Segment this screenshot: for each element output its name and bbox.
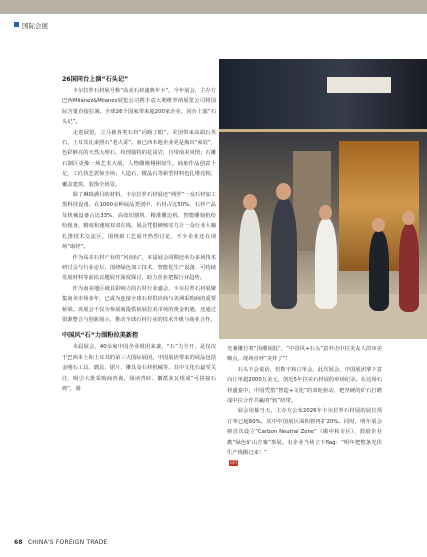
article-heading-2: 中国风“石”力围粉拉美新控 — [62, 332, 139, 340]
section-marker-icon — [14, 22, 19, 27]
article-paragraph: 作为南美地区极具影响力的石材行业盛会，卡尔拉罗石材展聚集南美市场多年，已成为连接全球石材供应商与美洲采购商的重要桥梁。该展会不仅为参展商提供拓展拉美市场的黄金机遇，还通过资源整合与创新展示，推动全球石材行业的技术升级与商业合作。 — [62, 285, 216, 323]
article-paragraph: 除了琳琅满目的材料，卡尔拉罗石材展还“网罗”一众石材加工黑科技设备。在1000余种展品类别中，石材占比50%，石材产品及机械设备占比33%，高效切割机、精准雕边机、智能雕刻机纷纷现身，精度和速度双双在线。展会凭借硬核实力让一众行业大咖扎推技术交流区，围绕新工艺展开热烈讨论，不少企业还在现场“取经”。 — [62, 192, 216, 251]
section-tag: 国际会展 — [22, 22, 48, 30]
page-number: 68 — [14, 539, 23, 546]
article-paragraph: 石头不会说话，但数字和订单会。此次展会，中国展团拿下意向订单超2000万美元，创近5年拉美石材展的单场纪录。在这场石材盛宴中，中国凭借“智造+文化”的双轮驱动，把坚硬的矿石打磨成中拉合作共赢的“软”纽带。 — [227, 366, 382, 405]
article-paragraph: 作为高美石材产业的“风向标”，本届展会同期还举办多场技术研讨会与行业论坛，围绕绿色加工技术、智能化生产设备、可持续发展材料等前沿议题展开深度探讨，助力企业把握行业趋势。 — [62, 254, 216, 282]
exhibition-photo — [219, 59, 427, 339]
article-paragraph: 展会闭幕当天，主办方公布2026年卡尔拉罗石材展的展位预订率已超60%，其中中国展区面积将再扩20%。同时，明年展会将首次设立“Carbon Neutral Zone”（碳中和专区），鼓励企业携“绿色矿山方案”参展。有企业当场立下flag：“明年把整条光伏生产线搬过来！” — [227, 408, 382, 457]
magazine-name: CHINA'S FOREIGN TRADE — [27, 539, 108, 546]
article-paragraph: 卡尔拉罗石材展号称“高美石材盛典年卡”。今年展会，主办方巴西Milanez&Milanez展览公司携手意大利维罗纳展览公司将国际含量直接拉满。全球26个国家带来超200家企业，同台上演“石头记”。 — [62, 88, 216, 126]
article-left-column — [62, 72, 216, 394]
page-footer — [14, 539, 108, 546]
top-decorative-bar — [0, 0, 427, 14]
article-paragraph: 走进展馆，立马被各类石材“闪瞎了眼”。美国带来高端石英石，土耳其比来照石“老大哥”。而已西本地企业更是掏出“家底”，色彩鲜亮的天然大理石、纹理独特的花岗岩，自带南美风情；石雕石制区更像一场艺术大展，人物雕像栩栩如生，抽象作品创意十足，工匠技艺震惊全场；人造石、微晶石等新型材料也扎堆亮相，覆盖建筑、装饰全场景。 — [62, 129, 216, 188]
article-paragraph: 本届展会，40余家中国企业组团来袭，“石”力全开，是仅次于巴西本土和土耳其的第三大国际展团。中国展团带来的展品包括金刚石工具、磨具、锯片、雕具及石材机械等，其中文化石最受关注，吸引大批采购商咨询。阅读青砖、徽派灰瓦组成“可拼接石画”，屡 — [62, 344, 216, 392]
article-right-column — [227, 344, 382, 469]
article-heading-1: 26国同台上演“石头记” — [62, 76, 129, 83]
article-paragraph: 光兼雕打着“国潮胡混”，“中国风+石头”意外击中拉美友人的审美嗨点，现场直呼“美炸了”！ — [227, 346, 382, 363]
article-end-mark: CFT — [230, 459, 238, 465]
